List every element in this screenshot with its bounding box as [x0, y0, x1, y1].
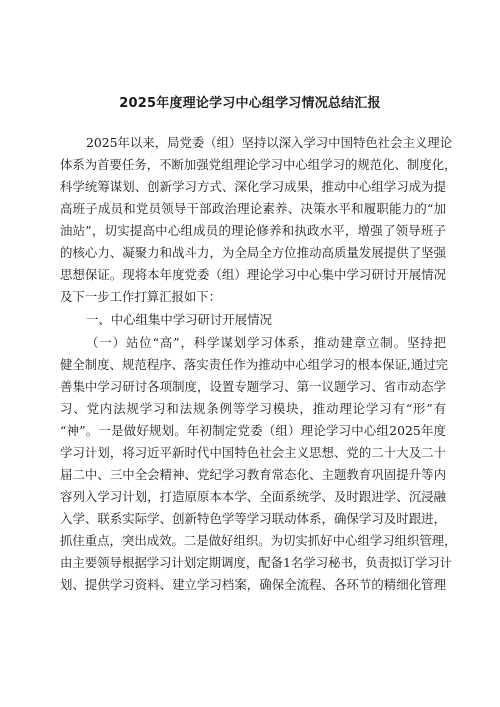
paragraph-line: 思想保证。现将本年度党委（组）理论学习中心集中学习研讨开展情况	[60, 267, 446, 282]
paragraph-line: 健全制度、规范程序、落实责任作为推动中心组学习的根本保证,通过完	[60, 357, 449, 372]
paragraph-line: 的核心力、凝聚力和战斗力，为全局全方位推动高质量发展提供了坚强	[60, 245, 446, 260]
section-heading: 一、中心组集中学习研讨开展情况	[86, 312, 272, 327]
paragraph-line: 由主要领导根据学习计划定期调度，配备1名学习秘书，负责拟订学习计	[60, 555, 452, 570]
paragraph-line: 届二中、三中全会精神、党纪学习教育常态化、主题教育巩固提升等内	[60, 467, 446, 482]
paragraph-line: 科学统筹谋划、创新学习方式、深化学习成果，推动中心组学习成为提	[60, 179, 446, 194]
paragraph-line: 划、提供学习资料、建立学习档案，确保全流程、各环节的精细化管理	[60, 577, 446, 592]
paragraph-line: （一）站位“高”，科学谋划学习体系，推动建章立制。坚持把	[86, 335, 446, 350]
paragraph-line: 习、党内法规学习和法规条例等学习模块，推动理论学习有“形”有	[60, 401, 446, 416]
paragraph-line: 体系为首要任务，不断加强党组理论学习中心组学习的规范化、制度化，	[60, 157, 457, 172]
paragraph-line: 学习计划，将习近平新时代中国特色社会主义思想、党的二十大及二十	[60, 445, 446, 460]
paragraph-line: 容列入学习计划，打造原原本本学、全面系统学、及时跟进学、沉浸融	[60, 489, 446, 504]
paragraph-line: 抓住重点，突出成效。二是做好组织。为切实抓好中心组学习组织管理，	[60, 533, 457, 548]
paragraph-line: 油站”，切实提高中心组成员的理论修养和执政水平，增强了领导班子	[60, 223, 446, 238]
paragraph-line: 入学、联系实际学、创新特色学等学习联动体系，确保学习及时跟进，	[60, 511, 446, 526]
document-title: 2025年度理论学习中心组学习情况总结汇报	[119, 96, 381, 111]
paragraph-line: 及下一步工作打算汇报如下：	[60, 289, 222, 304]
paragraph-line: 善集中学习研讨各项制度，设置专题学习、第一议题学习、省市动态学	[60, 379, 446, 394]
paragraph-line: 2025年以来，局党委（组）坚持以深入学习中国特色社会主义理论	[86, 135, 453, 150]
paragraph-line: 高班子成员和党员领导干部政治理论素养、决策水平和履职能力的“加	[60, 201, 446, 216]
paragraph-line: “神”。一是做好规划。年初制定党委（组）理论学习中心组2025年度	[60, 423, 446, 438]
